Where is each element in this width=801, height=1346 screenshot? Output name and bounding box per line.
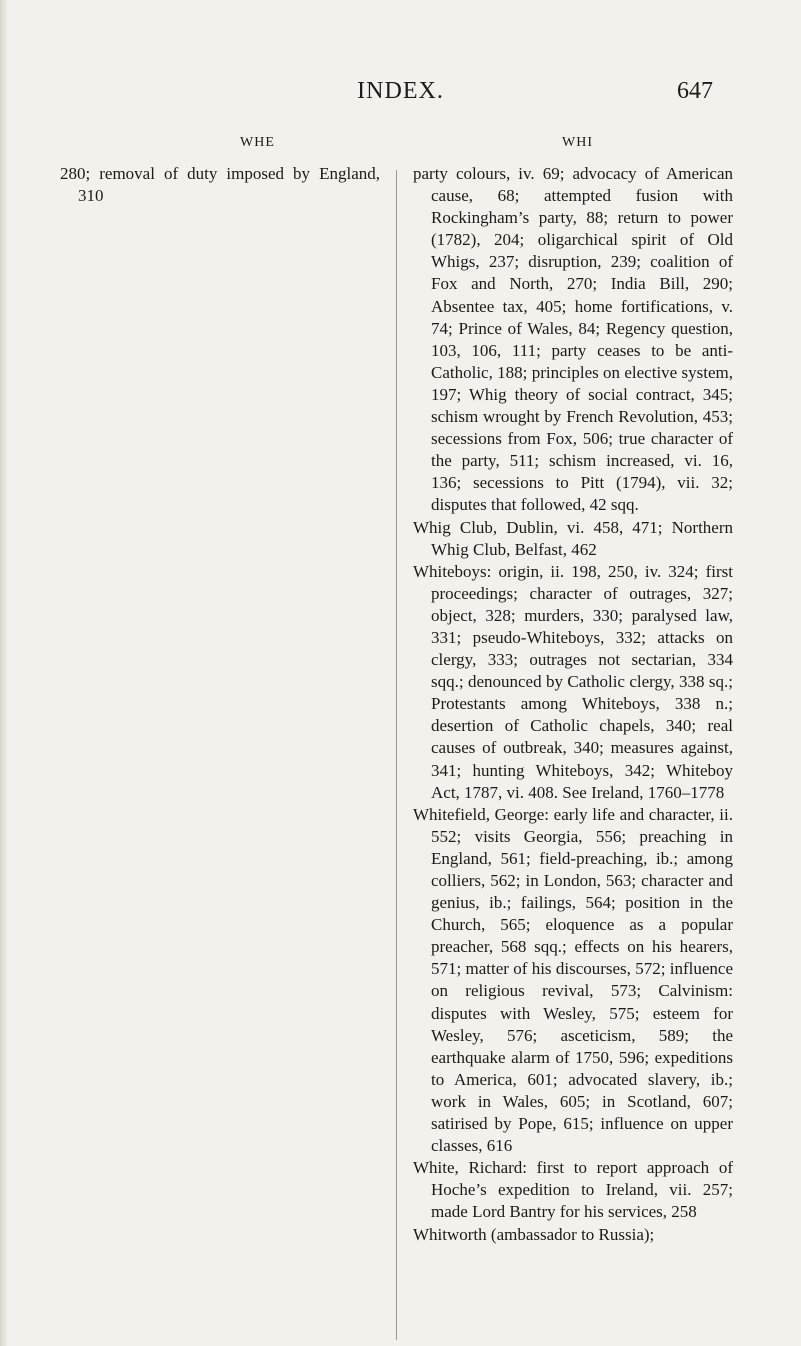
index-entry: party colours, iv. 69; advocacy of American cause, 68; attempted fusion with Rockingham’s party, 88; return to power (1782), 204; oligarchical spirit of Old Whigs, 237; disruption, 239; coalition of Fox and North, 270; India Bill, 290; Absentee tax, 405; home fortifications, v. 74; Prince of Wales, 84; Regency question, 103, 106, 111; party ceases to be anti-Catholic, 188; principles on elective system, 197; Whig theory of social contract, 345; schism wrought by French Revolution, 453; secessions from Fox, 506; true character of the party, 511; schism increased, vi. 16, 136; secessions to Pitt (1794), vii. 32; disputes that followed, 42 sqq. — [413, 164, 733, 515]
index-entry: Whitworth (ambassador to Russia); — [413, 1224, 655, 1244]
index-entry: Whiteboys: origin, ii. 198, 250, iv. 324; first proceedings; character of outrages, 327; object, 328; murders, 330; paralysed law, 331; pseudo-Whiteboys, 332; attacks on clergy, 333; outrages not sectarian, 334 sqq.; denounced by Catholic clergy, 338 sq.; Protestants among Whiteboys, 338 n.; desertion of Catholic chapels, 340; real causes of outbreak, 340; measures against, 341; hunting Whiteboys, 342; Whiteboy Act, 1787, vi. 408. See Ireland, 1760–1778 — [413, 561, 733, 802]
page-number: 647 — [677, 78, 713, 104]
right-column — [413, 163, 733, 1246]
index-entry: 280; removal of duty imposed by England, 310 — [60, 164, 380, 206]
right-column-head: WHI — [562, 135, 593, 150]
left-column — [60, 163, 380, 207]
running-head — [0, 78, 801, 114]
index-entry: Whig Club, Dublin, vi. 458, 471; Northern Whig Club, Belfast, 462 — [413, 517, 733, 559]
index-entry: White, Richard: first to report approach of Hoche’s expedition to Ireland, vii. 257; made Lord Bantry for his services, 258 — [413, 1158, 733, 1222]
scan-edge — [0, 0, 8, 1346]
page-title: INDEX. — [357, 78, 444, 104]
index-entry: Whitefield, George: early life and character, ii. 552; visits Georgia, 556; preaching in England, 561; field-preaching, ib.; among colliers, 562; in London, 563; character and genius, ib.; failings, 564; position in the Church, 565; eloquence as a popular preacher, 568 sqq.; effects on his hearers, 571; matter of his discourses, 572; influence on religious revival, 573; Calvinism: disputes with Wesley, 575; esteem for Wesley, 576; asceticism, 589; the earthquake alarm of 1750, 596; expeditions to America, 601; advocated slavery, ib.; work in Wales, 605; in Scotland, 607; satirised by Pope, 615; influence on upper classes, 616 — [413, 804, 733, 1156]
left-column-head: WHE — [240, 135, 275, 150]
column-divider — [396, 170, 397, 1340]
